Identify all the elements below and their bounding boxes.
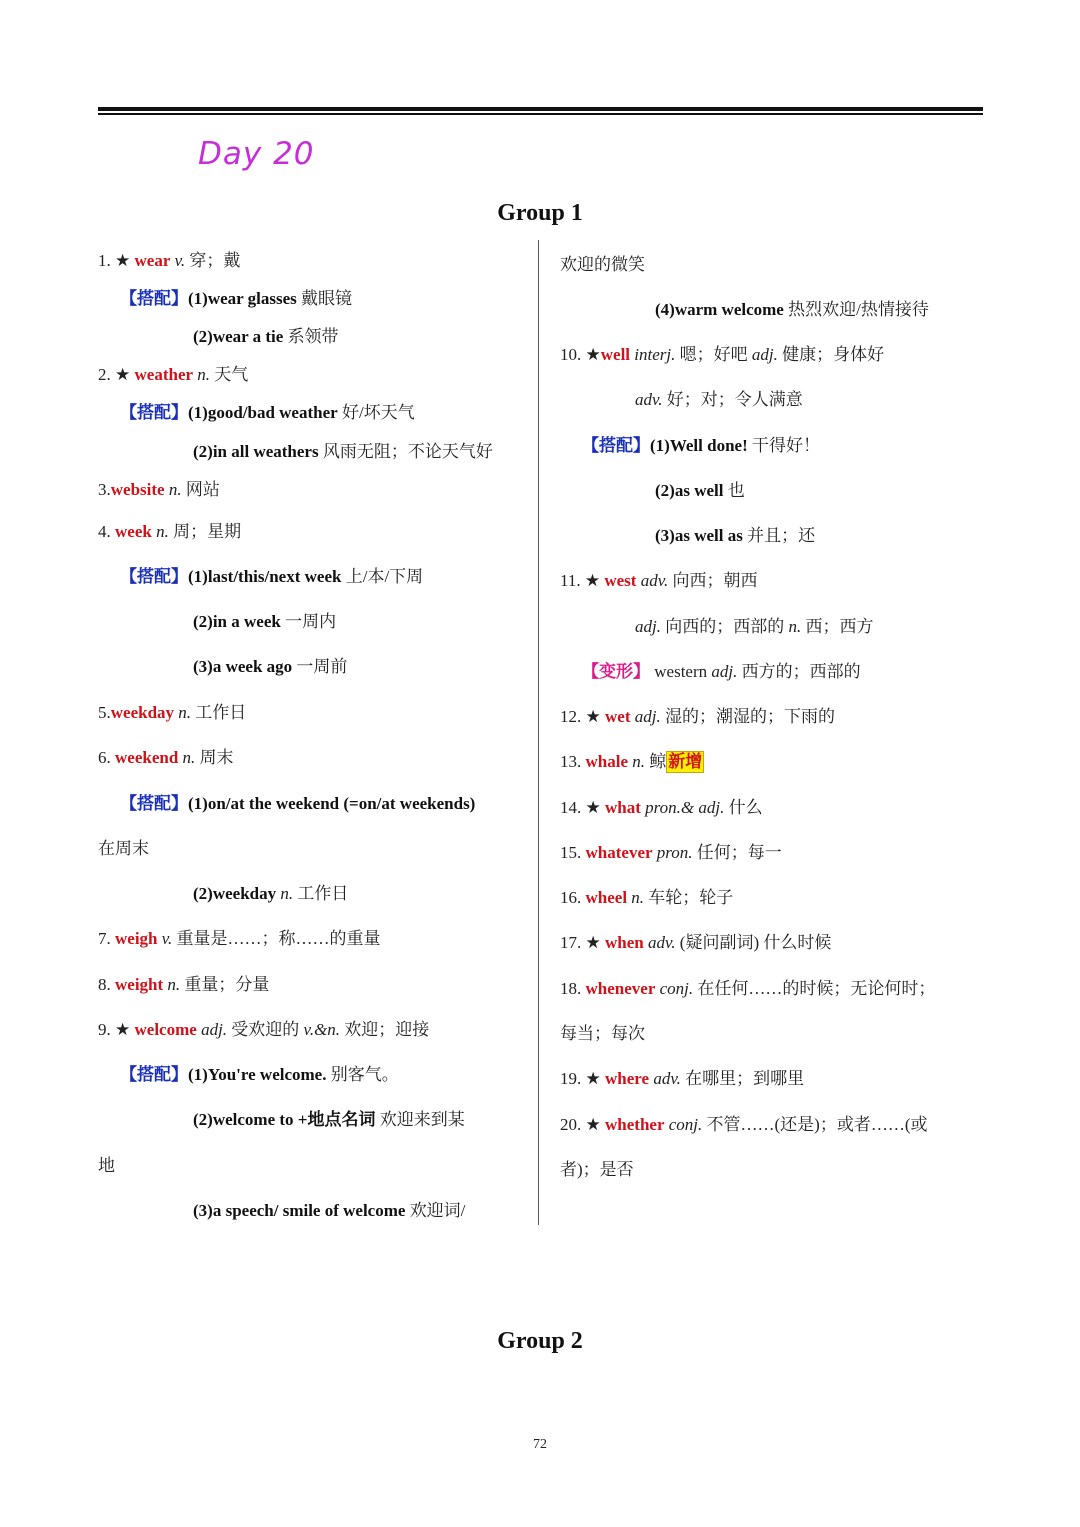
variant-line: 【变形】 western adj. 西方的；西部的 <box>582 662 861 681</box>
collocation-line: (2)weekday n. 工作日 <box>193 884 349 903</box>
collocation-line: (2)in all weathers 风雨无阻；不论天气好 <box>193 442 493 461</box>
text-line: adv. 好；对；令人满意 <box>635 390 803 409</box>
collocation-line: (2)welcome to +地点名词 欢迎来到某 <box>193 1110 465 1129</box>
entry-line: 19. ★ where adv. 在哪里；到哪里 <box>560 1069 805 1088</box>
collocation-line: (3)a speech/ smile of welcome 欢迎词/ <box>193 1201 466 1220</box>
entry-line: 6. weekend n. 周末 <box>98 748 234 767</box>
entry-line: 2. ★ weather n. 天气 <box>98 365 249 384</box>
entry-line: 14. ★ what pron.& adj. 什么 <box>560 798 763 817</box>
collocation-line: (3)as well as 并且；还 <box>655 526 816 545</box>
collocation-line: 【搭配】(1)last/this/next week 上/本/下周 <box>120 567 424 586</box>
collocation-line: (2)as well 也 <box>655 481 745 500</box>
group1-heading: Group 1 <box>497 200 583 226</box>
text-line: 每当；每次 <box>560 1024 645 1043</box>
entry-line: 9. ★ welcome adj. 受欢迎的 v.&n. 欢迎；迎接 <box>98 1020 430 1039</box>
page-number: 72 <box>533 1437 547 1452</box>
new-badge: 新增 <box>668 752 703 771</box>
header-rule-thin <box>98 113 983 115</box>
text-line: adj. 向西的；西部的 n. 西；西方 <box>635 617 874 636</box>
entry-line: 1. ★ wear v. 穿；戴 <box>98 251 241 270</box>
group2-heading: Group 2 <box>497 1328 583 1354</box>
text-line: 在周末 <box>98 839 149 858</box>
entry-line: 16. wheel n. 车轮；轮子 <box>560 888 734 907</box>
column-divider <box>538 240 539 1225</box>
entry-line: 18. whenever conj. 在任何……的时候；无论何时； <box>560 979 936 998</box>
collocation-line: (4)warm welcome 热烈欢迎/热情接待 <box>655 300 929 319</box>
entry-line: 15. whatever pron. 任何；每一 <box>560 843 782 862</box>
collocation-line: 【搭配】(1)Well done! 干得好！ <box>582 436 820 455</box>
entry-line: 11. ★ west adv. 向西；朝西 <box>560 571 758 590</box>
header-rule-thick <box>98 107 983 111</box>
text-line: 地 <box>98 1156 115 1175</box>
text-line: 欢迎的微笑 <box>560 255 645 274</box>
entry-line: 4. week n. 周；星期 <box>98 522 242 541</box>
collocation-line: 【搭配】(1)You're welcome. 别客气。 <box>120 1065 399 1084</box>
entry-line: 13. whale n. 鲸 新增 <box>560 752 703 771</box>
entry-line: 7. weigh v. 重量是……；称……的重量 <box>98 929 381 948</box>
collocation-line: (2)in a week 一周内 <box>193 612 337 631</box>
entry-line: 5.weekday n. 工作日 <box>98 703 247 722</box>
entry-line: 8. weight n. 重量；分量 <box>98 975 270 994</box>
collocation-line: 【搭配】(1)wear glasses 戴眼镜 <box>120 289 352 308</box>
collocation-line: (2)wear a tie 系领带 <box>193 327 339 346</box>
collocation-line: (3)a week ago 一周前 <box>193 657 348 676</box>
entry-line: 17. ★ when adv. (疑问副词) 什么时候 <box>560 933 832 952</box>
entry-line: 3.website n. 网站 <box>98 480 220 499</box>
entry-line: 12. ★ wet adj. 湿的；潮湿的；下雨的 <box>560 707 835 726</box>
day-title: Day 20 <box>198 136 315 172</box>
text-line: 者)；是否 <box>560 1160 634 1179</box>
entry-line: 10. ★well interj. 嗯；好吧 adj. 健康；身体好 <box>560 345 885 364</box>
collocation-line: 【搭配】(1)good/bad weather 好/坏天气 <box>120 403 415 422</box>
collocation-line: 【搭配】(1)on/at the weekend (=on/at weekends) <box>120 794 476 813</box>
entry-line: 20. ★ whether conj. 不管……(还是)；或者……(或 <box>560 1115 928 1134</box>
